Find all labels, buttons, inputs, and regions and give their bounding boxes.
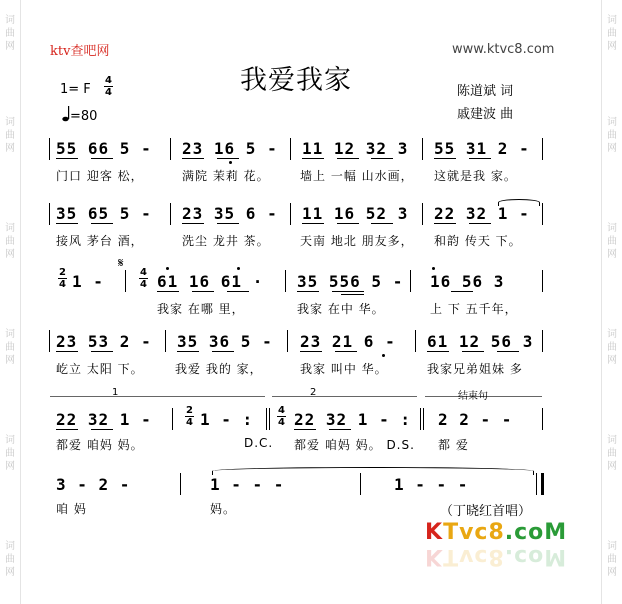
side-watermark-text: 词曲网 [607,223,617,260]
side-watermark-text: 词曲网 [607,541,617,578]
side-watermark-text: 词曲网 [5,15,15,52]
measure: 23 21 6 - [300,332,396,351]
lyric-line: 我家 在中 华。 [297,302,385,316]
ending-label: 结束句 [458,391,488,402]
measure: 61 16 61 · [157,272,264,291]
measure: 1 - : [200,410,254,429]
measure: 23 35 6 - [182,204,278,223]
lyric-line: 满院 茉莉 花。 [182,169,270,183]
logo-k: K [425,544,444,569]
volta-1-label: 1 [112,387,119,398]
time-change-bottom: 4 [278,417,285,428]
time-signature-bottom: 4 [105,87,112,98]
measure: 35 556 5 - [297,272,404,291]
side-watermark-text: 词曲网 [5,329,15,366]
measure: 22 32 1 - [434,204,530,223]
lyric-line: 洗尘 龙井 茶。 [182,234,270,248]
composer-credit: 戚建波 曲 [457,107,514,122]
time-change-top: 2 [59,267,66,278]
measure: 22 32 1 - [56,410,152,429]
lyric-line: 天南 地北 朋友多， [300,234,414,248]
side-watermark-text: 词曲网 [607,117,617,154]
lyric-line: D.C. [244,436,274,450]
logo-tvc8: Tvc8 [443,544,505,569]
measure: 11 16 52 3 [302,204,409,223]
measure: 16 56 3 [430,272,505,291]
time-change-top: 2 [186,405,193,416]
key-signature: 1= F [60,82,91,97]
left-watermark-strip [0,0,21,604]
segno-icon: 𝄋 [118,256,124,271]
brand-watermark: ktv查吧网 [50,44,110,59]
time-change-top: 4 [278,405,285,416]
quarter-note-icon [62,106,70,120]
logo-com: .coM [504,544,568,569]
logo-k: K [425,520,444,545]
ktvc8-logo-reflection [425,544,567,569]
tempo-marking [62,106,97,124]
lyric-line: 我爱 我的 家， [175,362,263,376]
time-change-4-4 [277,406,286,427]
measure: 22 32 1 - : [294,410,411,429]
lyricist-credit: 陈道斌 词 [457,84,514,99]
volta-2-label: 2 [310,387,317,398]
right-watermark-strip [601,0,622,604]
logo-tvc8: Tvc8 [443,520,505,545]
side-watermark-text: 词曲网 [607,435,617,472]
song-title: 我爱我家 [240,65,352,96]
measure: 23 53 2 - [56,332,152,351]
measure: 35 65 5 - [56,204,152,223]
logo-com: .coM [504,520,568,545]
measure: 55 66 5 - [56,139,152,158]
lyric-line: 门口 迎客 松， [56,169,144,183]
tempo-value: =80 [70,109,98,124]
lyric-line: 我家兄弟姐妹 多 [427,362,523,376]
measure: 1 - [72,272,104,291]
time-signature-top: 4 [105,75,112,86]
measure: 35 36 5 - [177,332,273,351]
lyric-line: 墙上 一幅 山水画， [300,169,414,183]
time-change-bottom: 4 [186,417,193,428]
side-watermark-text: 词曲网 [607,15,617,52]
lyric-line: 都爱 咱妈 妈。 [56,438,144,452]
measure: 3 - 2 - [56,475,131,494]
lyric-line: 咱 妈 [56,502,87,516]
lyric-line: 接风 茅台 酒， [56,234,144,248]
measure: 55 31 2 - [434,139,530,158]
ktvc8-logo [425,520,567,545]
side-watermark-text: 词曲网 [5,117,15,154]
side-watermark-text: 词曲网 [5,435,15,472]
time-change-2-4 [58,268,67,289]
measure: 23 16 5 - [182,139,278,158]
lyric-line: 妈。 [210,502,237,516]
lyric-line: 我家 在哪 里， [157,302,245,316]
lyric-line: 这就是我 家。 [434,169,517,183]
lyric-line: 都 爱 [438,438,469,452]
side-watermark-text: 词曲网 [607,329,617,366]
time-change-4-4 [139,268,148,289]
measure: 1 - - - [394,475,469,494]
site-url: www.ktvc8.com [452,42,555,57]
measure: 61 12 56 3 [427,332,534,351]
side-watermark-text: 词曲网 [5,541,15,578]
singer-credit: （丁晓红首唱） [440,504,532,519]
lyric-line: 和韵 传天 下。 [434,234,522,248]
time-change-bottom: 4 [59,279,66,290]
measure: 1 - - - [210,475,285,494]
lyric-line: 我家 叫中 华。 [300,362,388,376]
time-change-top: 4 [140,267,147,278]
measure: 11 12 32 3 [302,139,409,158]
time-change-bottom: 4 [140,279,147,290]
side-watermark-text: 词曲网 [5,223,15,260]
measure: 2 2 - - [438,410,513,429]
lyric-line: 都爱 咱妈 妈。 D.S. [294,438,415,452]
lyric-line: 上 下 五千年， [430,302,518,316]
lyric-line: 屹立 太阳 下。 [56,362,144,376]
time-signature [104,76,113,97]
time-change-2-4 [185,406,194,427]
